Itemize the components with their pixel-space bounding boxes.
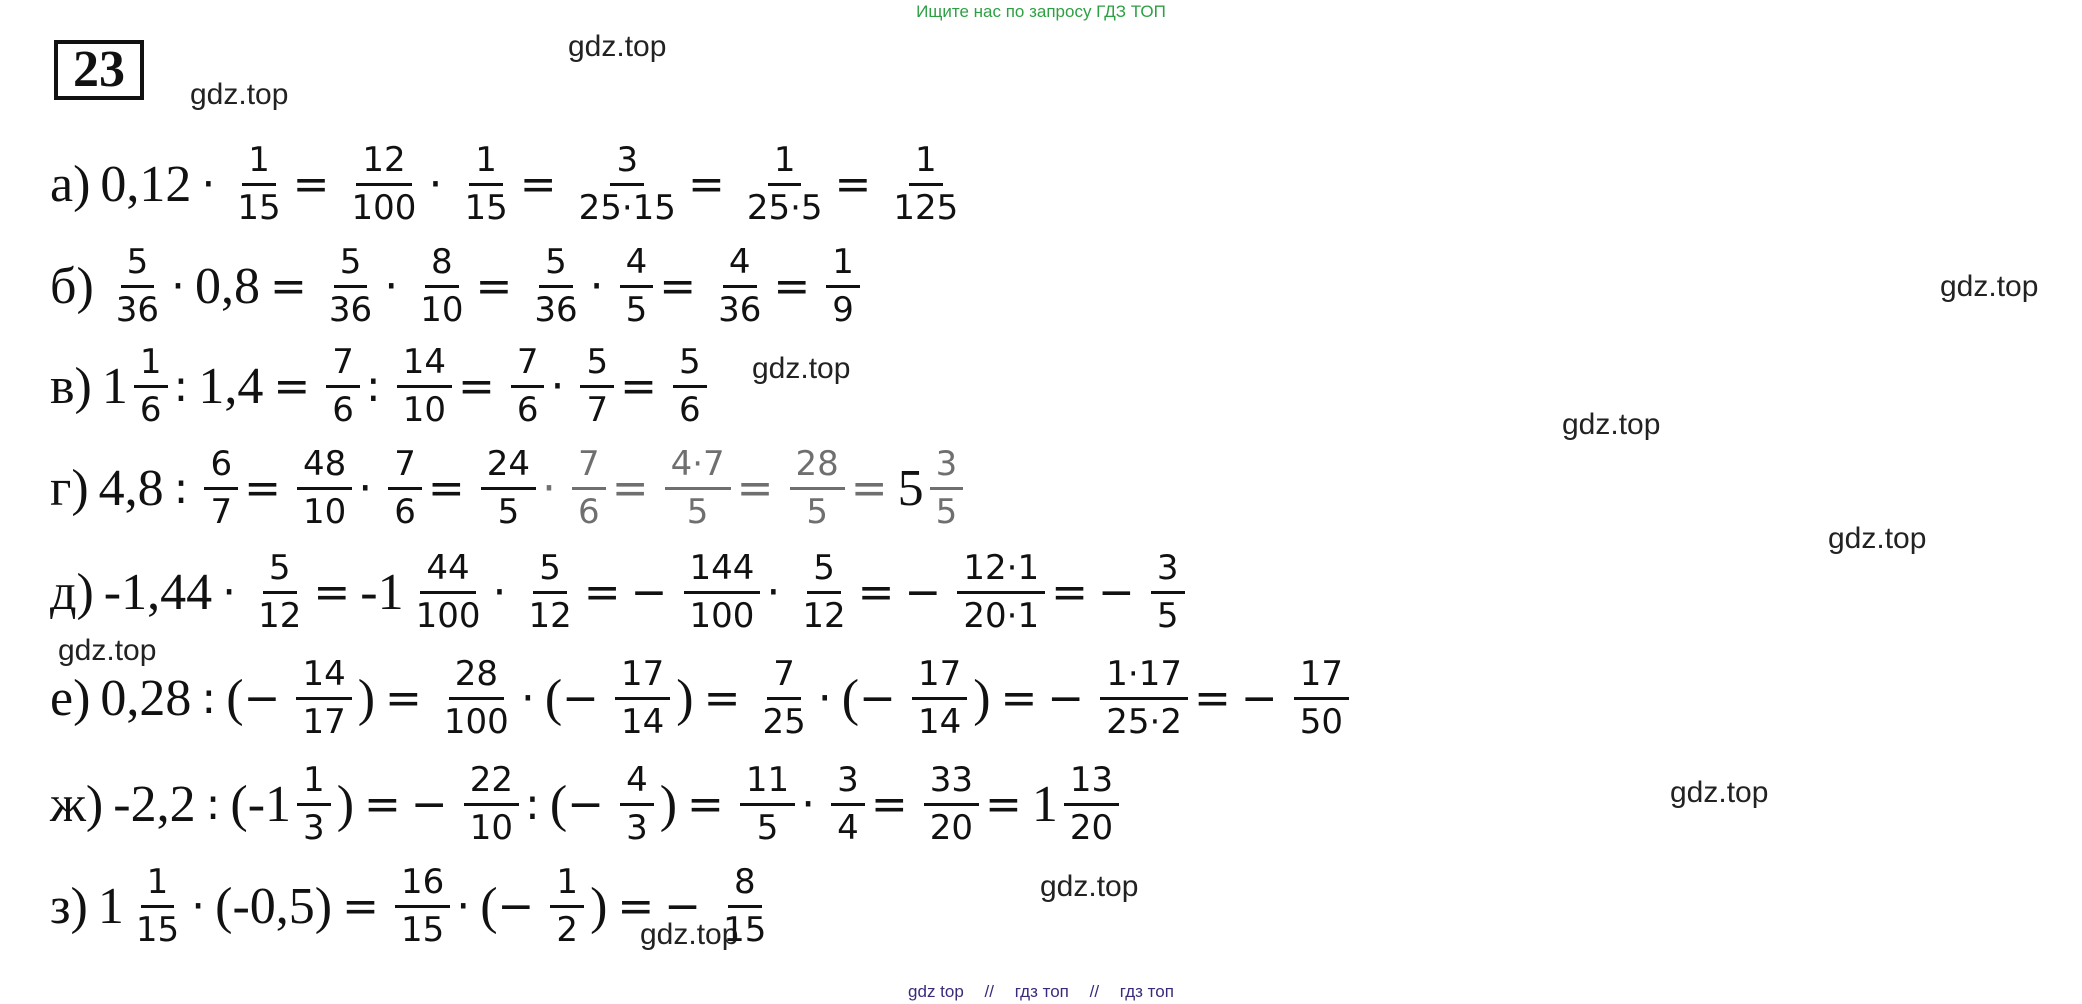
left-paren: ( (544, 669, 563, 727)
denominator: 36 (328, 290, 373, 331)
fraction (326, 344, 360, 430)
equals-sign: = (313, 566, 351, 618)
equals-sign: = (457, 360, 495, 412)
denominator: 36 (534, 290, 578, 331)
equals-sign: = (611, 462, 649, 514)
fraction (756, 656, 811, 742)
watermark: gdz.top (1562, 408, 1661, 441)
denominator: 15 (400, 910, 445, 951)
line-label: б) (50, 257, 94, 315)
nav-link[interactable]: gdz top (908, 982, 964, 1001)
equals-sign: = (659, 260, 697, 312)
line-label: е) (50, 669, 91, 727)
divide-sign: : (173, 360, 189, 412)
multiply-sign: · (542, 462, 557, 514)
right-paren: ) (973, 669, 991, 727)
denominator: 14 (917, 702, 962, 743)
numerator: 1 (242, 142, 276, 186)
multiply-sign: · (191, 880, 206, 932)
denominator: 25·2 (1106, 702, 1182, 743)
numerator: 22 (464, 762, 519, 806)
numerator: 8 (728, 864, 762, 908)
whole-part: 1 (1031, 775, 1058, 833)
line-g (50, 446, 969, 532)
denominator: 7 (210, 492, 233, 533)
numerator: 28 (790, 446, 845, 490)
denominator: 15 (723, 910, 767, 951)
numerator: 14 (296, 656, 351, 700)
fraction (620, 244, 654, 330)
equals-sign: = (984, 778, 1022, 830)
numerator: 3 (930, 446, 964, 490)
line-b (50, 244, 866, 330)
fraction (740, 762, 795, 848)
left-paren: ( (226, 669, 244, 727)
fraction (410, 550, 487, 636)
numerator: 17 (1294, 656, 1349, 700)
fraction (717, 864, 772, 950)
nav-link[interactable]: гдз топ (1119, 982, 1174, 1001)
numerator: 1 (297, 762, 331, 806)
left-paren: ( (549, 775, 568, 833)
multiply-sign: · (520, 672, 535, 724)
denominator: 14 (621, 702, 665, 743)
numerator: 48 (297, 446, 352, 490)
left-paren: ( (841, 669, 860, 727)
whole-part: 1 (97, 877, 124, 935)
right-paren: ) (659, 775, 678, 833)
denominator: 2 (556, 910, 579, 951)
whole-part: 5 (897, 459, 924, 517)
denominator: 6 (139, 390, 162, 431)
equals-sign: = (385, 672, 422, 724)
watermark: gdz.top (1040, 870, 1139, 903)
numerator: 5 (263, 550, 297, 594)
minus-sign: − (243, 672, 281, 724)
equals-sign: = (857, 566, 895, 618)
fraction (831, 762, 865, 848)
fraction (684, 550, 761, 636)
watermark: gdz.top (1828, 522, 1927, 555)
fraction (573, 142, 682, 228)
denominator: 6 (332, 390, 354, 431)
fraction (438, 656, 515, 742)
numerator: 13 (1064, 762, 1119, 806)
right-paren: ) (676, 669, 694, 727)
denominator: 10 (303, 492, 347, 533)
numerator: 1 (909, 142, 943, 186)
numerator: 1 (469, 142, 503, 186)
equals-sign: = (1000, 672, 1038, 724)
term: 4,8 (98, 459, 164, 517)
minus-sign: − (410, 778, 448, 830)
fraction (395, 864, 450, 950)
denominator: 15 (237, 188, 281, 229)
fraction (296, 656, 351, 742)
right-paren: ) (590, 877, 608, 935)
line-v (50, 344, 713, 430)
fraction (826, 244, 860, 330)
divide-sign: : (525, 778, 540, 830)
numerator: 4 (723, 244, 757, 288)
fraction (1151, 550, 1185, 636)
multiply-sign: · (817, 672, 832, 724)
fraction (130, 864, 185, 950)
fraction (741, 142, 829, 228)
left-paren: ( (480, 877, 498, 935)
fraction (924, 762, 979, 848)
equals-sign: = (1051, 566, 1088, 618)
numerator: 4·7 (665, 446, 731, 490)
numerator: 17 (912, 656, 967, 700)
denominator: 25 (762, 702, 806, 743)
numerator: 7 (511, 344, 545, 388)
nav-link[interactable]: гдз топ (1014, 982, 1069, 1001)
denominator: 15 (135, 910, 180, 951)
numerator: 3 (610, 142, 644, 186)
term: 1,4 (198, 357, 264, 415)
watermark: gdz.top (640, 918, 739, 951)
watermark: gdz.top (568, 30, 667, 63)
denominator: 17 (302, 702, 346, 743)
numerator: 33 (924, 762, 979, 806)
fraction (464, 762, 519, 848)
numerator: 11 (740, 762, 795, 806)
denominator: 5 (935, 492, 958, 533)
denominator: 12 (258, 596, 302, 637)
equals-sign: = (475, 260, 513, 312)
fraction (550, 864, 584, 950)
watermark: gdz.top (190, 78, 289, 111)
multiply-sign: · (171, 260, 186, 312)
multiply-sign: · (550, 360, 565, 412)
minus-sign: − (1047, 672, 1085, 724)
equals-sign: = (773, 260, 811, 312)
denominator: 25·15 (578, 188, 676, 229)
equals-sign: = (270, 260, 307, 312)
equals-sign: = (292, 158, 330, 210)
term: -1 (360, 563, 404, 621)
denominator: 5 (625, 290, 648, 331)
numerator: 5 (580, 344, 614, 388)
line-label: в) (50, 357, 92, 415)
minus-sign: − (904, 566, 942, 618)
line-zh (50, 762, 1125, 848)
task-number: 23 (54, 40, 144, 100)
equals-sign: = (583, 566, 621, 618)
whole-part: 1 (101, 357, 128, 415)
fraction (580, 344, 614, 430)
nav-separator: // (1089, 982, 1100, 1001)
fraction (134, 344, 168, 430)
fraction (665, 446, 731, 532)
denominator: 36 (718, 290, 762, 331)
fraction (1100, 656, 1188, 742)
denominator: 6 (578, 492, 600, 533)
denominator: 125 (893, 188, 959, 229)
fraction (957, 550, 1045, 636)
fraction (673, 344, 707, 430)
watermark: gdz.top (752, 352, 851, 385)
term: 0,8 (195, 257, 261, 315)
fraction (481, 446, 536, 532)
numerator: 7 (326, 344, 360, 388)
watermark: gdz.top (1940, 270, 2039, 303)
denominator: 15 (464, 188, 508, 229)
equals-sign: = (1194, 672, 1231, 724)
numerator: 1·17 (1100, 656, 1188, 700)
fraction (615, 656, 670, 742)
multiply-sign: · (358, 462, 373, 514)
numerator: 1 (550, 864, 584, 908)
denominator: 36 (115, 290, 160, 331)
minus-sign: − (859, 672, 896, 724)
denominator: 10 (402, 390, 446, 431)
denominator: 10 (420, 290, 464, 331)
equals-sign: = (244, 462, 281, 514)
multiply-sign: · (384, 260, 399, 312)
fraction (252, 550, 307, 636)
fraction (620, 762, 654, 848)
top-banner: Ищите нас по запросу ГДЗ ТОП (916, 2, 1166, 21)
line-z (50, 864, 778, 950)
numerator: 5 (673, 344, 707, 388)
line-label: г) (50, 459, 89, 517)
fraction (397, 344, 452, 430)
minus-sign: − (1240, 672, 1278, 724)
numerator: 5 (539, 244, 573, 288)
fraction (796, 550, 851, 636)
equals-sign: = (687, 158, 725, 210)
multiply-sign: · (766, 566, 781, 618)
divide-sign: : (365, 360, 381, 412)
numerator: 5 (334, 244, 368, 288)
fraction (712, 244, 767, 330)
denominator: 5 (806, 492, 828, 533)
line-a (50, 142, 970, 228)
denominator: 6 (394, 492, 416, 533)
multiply-sign: · (589, 260, 604, 312)
divide-sign: : (205, 778, 221, 830)
numerator: 5 (533, 550, 567, 594)
denominator: 100 (443, 702, 509, 743)
left-paren: (-1 (230, 775, 292, 833)
line-label: з) (50, 877, 88, 935)
right-paren: ) (336, 775, 355, 833)
equals-sign: = (870, 778, 908, 830)
numerator: 8 (425, 244, 459, 288)
watermark: gdz.top (58, 634, 157, 667)
numerator: 6 (204, 446, 238, 490)
multiply-sign: · (222, 566, 237, 618)
denominator: 9 (832, 290, 854, 331)
equals-sign: = (834, 158, 872, 210)
numerator: 1 (141, 864, 175, 908)
equals-sign: = (850, 462, 888, 514)
denominator: 12 (802, 596, 846, 637)
denominator: 20 (1069, 808, 1114, 849)
denominator: 6 (516, 390, 539, 431)
fraction (388, 446, 422, 532)
line-label: ж) (50, 775, 104, 833)
multiply-sign: · (492, 566, 507, 618)
fraction (930, 446, 964, 532)
numerator: 24 (481, 446, 536, 490)
numerator: 28 (449, 656, 504, 700)
numerator: 4 (620, 762, 654, 806)
denominator: 6 (678, 390, 701, 431)
multiply-sign: · (201, 158, 216, 210)
term: (-0,5) (215, 877, 333, 935)
equals-sign: = (364, 778, 401, 830)
fraction (790, 446, 845, 532)
fraction (912, 656, 967, 742)
fraction (323, 244, 378, 330)
fraction (204, 446, 238, 532)
denominator: 25·5 (746, 188, 823, 229)
numerator: 12·1 (957, 550, 1045, 594)
equals-sign: = (687, 778, 724, 830)
fraction (297, 446, 352, 532)
denominator: 100 (415, 596, 481, 637)
numerator: 1 (134, 344, 168, 388)
denominator: 12 (528, 596, 572, 637)
numerator: 5 (121, 244, 155, 288)
numerator: 3 (831, 762, 865, 806)
watermark: gdz.top (1670, 776, 1769, 809)
minus-sign: − (664, 880, 702, 932)
denominator: 5 (1156, 596, 1179, 637)
numerator: 7 (767, 656, 801, 700)
fraction (1294, 656, 1349, 742)
numerator: 44 (420, 550, 475, 594)
nav-separator: // (984, 982, 994, 1001)
multiply-sign: · (456, 880, 471, 932)
numerator: 1 (826, 244, 860, 288)
term: 0,28 (100, 669, 192, 727)
fraction (522, 550, 577, 636)
fraction (511, 344, 545, 430)
numerator: 5 (807, 550, 841, 594)
denominator: 100 (689, 596, 755, 637)
equals-sign: = (617, 880, 655, 932)
denominator: 3 (303, 808, 325, 849)
minus-sign: − (562, 672, 600, 724)
denominator: 5 (497, 492, 520, 533)
equals-sign: = (273, 360, 311, 412)
numerator: 1 (768, 142, 802, 186)
fraction (1064, 762, 1119, 848)
denominator: 3 (626, 808, 648, 849)
equals-sign: = (703, 672, 741, 724)
divide-sign: : (173, 462, 189, 514)
fraction (297, 762, 331, 848)
fraction (572, 446, 606, 532)
minus-sign: − (630, 566, 668, 618)
fraction (458, 142, 513, 228)
line-e (50, 656, 1355, 742)
term: -2,2 (113, 775, 196, 833)
numerator: 14 (397, 344, 452, 388)
denominator: 4 (837, 808, 859, 849)
numerator: 12 (356, 142, 411, 186)
numerator: 4 (620, 244, 654, 288)
divide-sign: : (201, 672, 217, 724)
bottom-nav (0, 982, 2082, 1002)
minus-sign: − (497, 880, 535, 932)
term: 0,12 (100, 155, 192, 213)
fraction (528, 244, 583, 330)
equals-sign: = (519, 158, 557, 210)
minus-sign: − (567, 778, 605, 830)
term: -1,44 (103, 563, 213, 621)
equals-sign: = (342, 880, 379, 932)
numerator: 144 (684, 550, 761, 594)
fraction (110, 244, 165, 330)
numerator: 7 (388, 446, 422, 490)
denominator: 50 (1299, 702, 1344, 743)
line-d (50, 550, 1191, 636)
right-paren: ) (357, 669, 376, 727)
line-label: а) (50, 155, 91, 213)
numerator: 3 (1151, 550, 1185, 594)
line-label: д) (50, 563, 94, 621)
multiply-sign: · (801, 778, 816, 830)
denominator: 5 (756, 808, 779, 849)
numerator: 17 (615, 656, 670, 700)
denominator: 10 (469, 808, 514, 849)
denominator: 20·1 (963, 596, 1040, 637)
equals-sign: = (620, 360, 657, 412)
denominator: 20 (929, 808, 973, 849)
fraction (231, 142, 286, 228)
equals-sign: = (736, 462, 774, 514)
denominator: 7 (586, 390, 609, 431)
numerator: 16 (395, 864, 450, 908)
minus-sign: − (1098, 566, 1135, 618)
equals-sign: = (427, 462, 465, 514)
numerator: 7 (572, 446, 606, 490)
fraction (346, 142, 423, 228)
denominator: 5 (686, 492, 709, 533)
fraction (887, 142, 964, 228)
fraction (414, 244, 469, 330)
multiply-sign: · (428, 158, 443, 210)
denominator: 100 (351, 188, 417, 229)
